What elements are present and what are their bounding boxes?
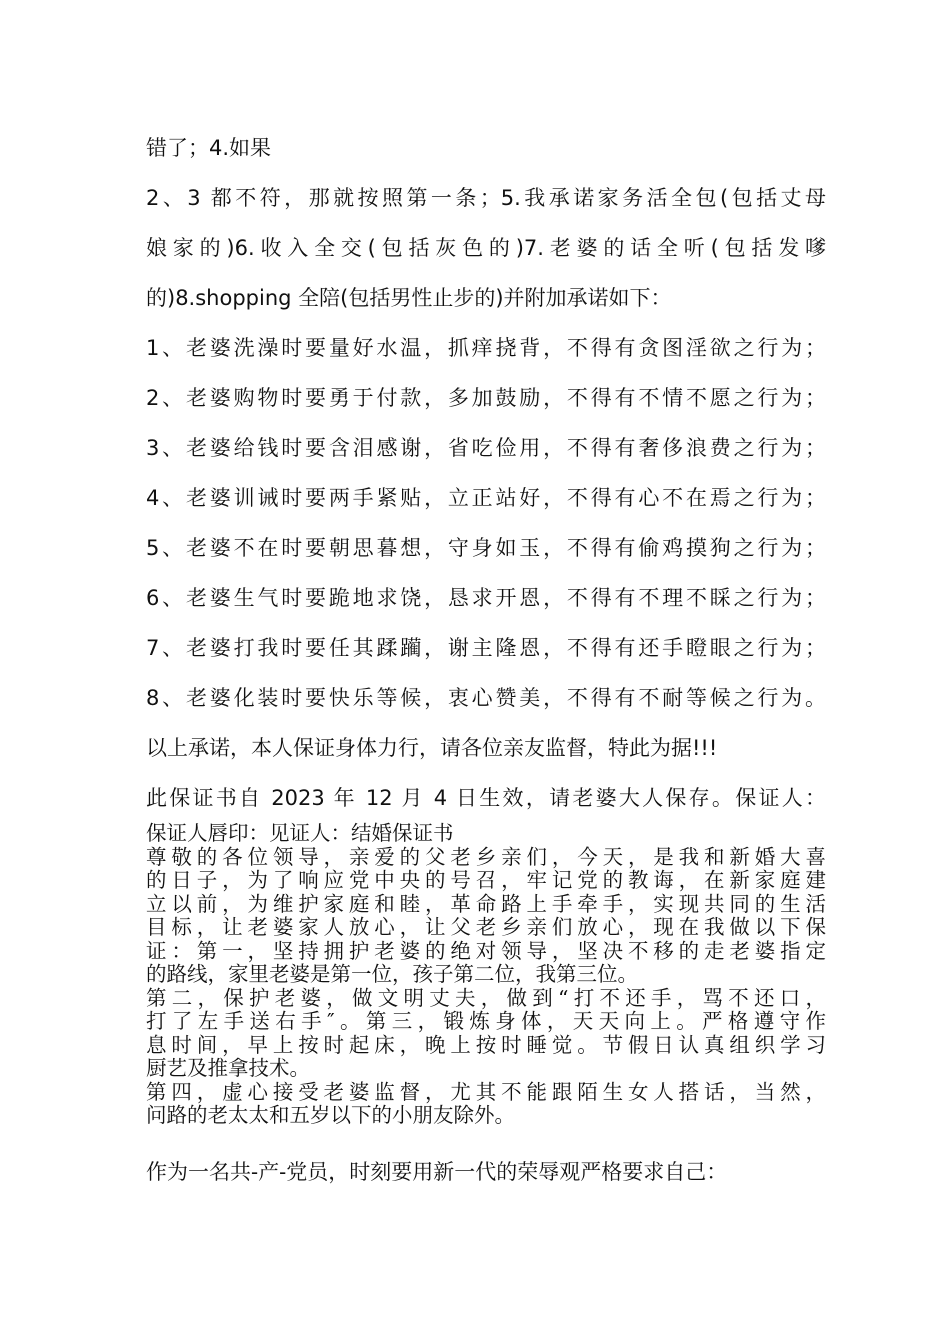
pledge-item-8: 8、老婆化装时要快乐等候，衷心赞美，不得有不耐等候之行为。 — [146, 686, 826, 710]
body-line: 问路的老太太和五岁以下的小朋友除外。 — [146, 1103, 515, 1127]
body-line: 目标，让老婆家人放心，让父老乡亲们放心，现在我做以下保 — [146, 915, 826, 939]
text-line-party: 作为一名共-产-党员，时刻要用新一代的荣辱观严格要求自己： — [146, 1160, 728, 1184]
pledge-item-4: 4、老婆训诫时要两手紧贴，立正站好，不得有心不在焉之行为； — [146, 486, 826, 510]
pledge-item-2: 2、老婆购物时要勇于付款，多加鼓励，不得有不情不愿之行为； — [146, 386, 826, 410]
text-line-4: 的)8.shopping 全陪(包括男性止步的)并附加承诺如下： — [146, 286, 672, 310]
pledge-item-6: 6、老婆生气时要跪地求饶，恳求开恩，不得有不理不睬之行为； — [146, 586, 826, 610]
marriage-pledge-section — [146, 822, 826, 1128]
signature-line: 保证人唇印：见证人：结婚保证书 — [146, 821, 454, 845]
pledge-item-1: 1、老婆洗澡时要量好水温，抓痒挠背，不得有贪图淫欲之行为； — [146, 336, 826, 360]
body-line: 的路线，家里老婆是第一位，孩子第二位，我第三位。 — [146, 962, 638, 986]
body-line: 第二，保护老婆，做文明丈夫，做到“打不还手，骂不还口， — [146, 985, 826, 1010]
text-line-2: 2、3 都不符，那就按照第一条；5.我承诺家务活全包(包括丈母 — [146, 186, 826, 210]
pledge-item-7: 7、老婆打我时要任其蹂躏，谢主隆恩，不得有还手瞪眼之行为； — [146, 636, 826, 660]
body-line: 的日子，为了响应党中央的号召，牢记党的教诲，在新家庭建 — [146, 868, 826, 892]
body-line: 立以前，为维护家庭和睦，革命路上手牵手，实现共同的生活 — [146, 891, 826, 916]
body-line: 打了左手送右手″。第三，锻炼身体，天天向上。严格遵守作 — [146, 1009, 826, 1033]
pledge-item-5: 5、老婆不在时要朝思暮想，守身如玉，不得有偷鸡摸狗之行为； — [146, 536, 826, 560]
text-line-effective: 此保证书自 2023 年 12 月 4 日生效，请老婆大人保存。保证人： — [146, 786, 826, 810]
pledge-item-3: 3、老婆给钱时要含泪感谢，省吃俭用，不得有奢侈浪费之行为； — [146, 436, 826, 460]
text-line-3: 娘家的)6.收入全交(包括灰色的)7.老婆的话全听(包括发嗲 — [146, 236, 826, 260]
body-line: 厨艺及推拿技术。 — [146, 1056, 310, 1080]
body-line: 息时间，早上按时起床，晚上按时睡觉。节假日认真组织学习 — [146, 1032, 826, 1057]
body-line: 证：第一，坚持拥护老婆的绝对领导，坚决不移的走老婆指定 — [146, 938, 826, 963]
text-line-closing: 以上承诺，本人保证身体力行，请各位亲友监督，特此为据!!! — [146, 736, 718, 760]
text-line-1: 错了；4.如果 — [146, 136, 272, 160]
body-line: 尊敬的各位领导，亲爱的父老乡亲们，今天，是我和新婚大喜 — [146, 844, 826, 869]
body-line: 第四，虚心接受老婆监督，尤其不能跟陌生女人搭话，当然， — [146, 1079, 826, 1104]
